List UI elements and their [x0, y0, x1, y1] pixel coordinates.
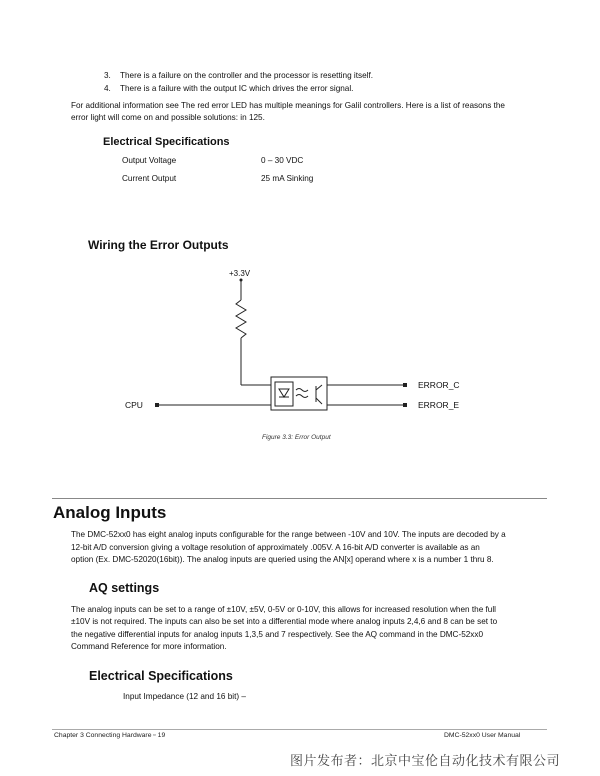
resistor-symbol	[236, 300, 246, 338]
footer-right: DMC-52xx0 User Manual	[444, 732, 521, 739]
intro-paragraph-line: error light will come on and possible solutions: in 125.	[71, 113, 265, 122]
section-divider	[52, 498, 547, 499]
publisher-watermark: 图片发布者：北京中宝伦自动化技术有限公司	[290, 753, 561, 768]
intro-paragraph-line: For additional information see The red error LED has multiple meanings for Galil controllers. Here is a list of reasons the	[71, 101, 505, 110]
footer-left: Chapter 3 Connecting Hardware ▫ 19	[54, 732, 166, 739]
chapter-section-title: Analog Inputs	[53, 503, 167, 522]
error-c-label: ERROR_C	[418, 380, 460, 390]
footer-divider	[52, 729, 547, 730]
list-item-text: There is a failure on the controller and the processor is resetting itself.	[120, 71, 374, 80]
spec-row: Input Impedance (12 and 16 bit) –	[123, 692, 246, 701]
spec-label: Output Voltage	[122, 156, 177, 165]
section-heading: Electrical Specifications	[89, 669, 233, 683]
analog-paragraph-line: The DMC-52xx0 has eight analog inputs configurable for the range between -10V and 10V. The inputs are decoded by a	[71, 530, 506, 539]
error-c-terminal	[403, 383, 407, 387]
cpu-terminal	[155, 403, 159, 407]
aq-paragraph-line: ±10V is not required. The inputs can also be set into a differential mode where analog inputs 2,4,6 and 8 can be set to	[71, 617, 498, 626]
spec-value: 0 – 30 VDC	[261, 156, 304, 165]
list-item-text: There is a failure with the output IC which drives the error signal.	[120, 84, 354, 93]
error-e-terminal	[403, 403, 407, 407]
section-heading: Wiring the Error Outputs	[88, 238, 229, 252]
aq-paragraph-line: the negative differential inputs for analog inputs 1,3,5 and 7 respectively. See the AQ command in the DMC-52xx0	[71, 630, 484, 639]
section-heading: Electrical Specifications	[103, 136, 230, 148]
cpu-label: CPU	[125, 400, 143, 410]
analog-paragraph-line: option (Ex. DMC-52020(16bit)). The analog inputs are queried using the AN[x] operand where x is a number 1 thru 8.	[71, 555, 494, 564]
supply-label: +3.3V	[229, 269, 251, 278]
section-heading: AQ settings	[89, 581, 160, 595]
spec-value: 25 mA Sinking	[261, 174, 314, 183]
figure-caption: Figure 3.3: Error Output	[262, 434, 331, 441]
list-number: 4.	[104, 84, 111, 93]
aq-paragraph-line: The analog inputs can be set to a range of ±10V, ±5V, 0-5V or 0-10V, this allows for increased resolution when the full	[71, 605, 496, 614]
analog-paragraph-line: 12-bit A/D conversion giving a voltage resolution of approximately .005V. A 16-bit A/D converter is available as an	[71, 543, 480, 552]
spec-label: Current Output	[122, 174, 177, 183]
list-number: 3.	[104, 71, 111, 80]
aq-paragraph-line: Command Reference for more information.	[71, 642, 227, 651]
error-e-label: ERROR_E	[418, 400, 460, 410]
